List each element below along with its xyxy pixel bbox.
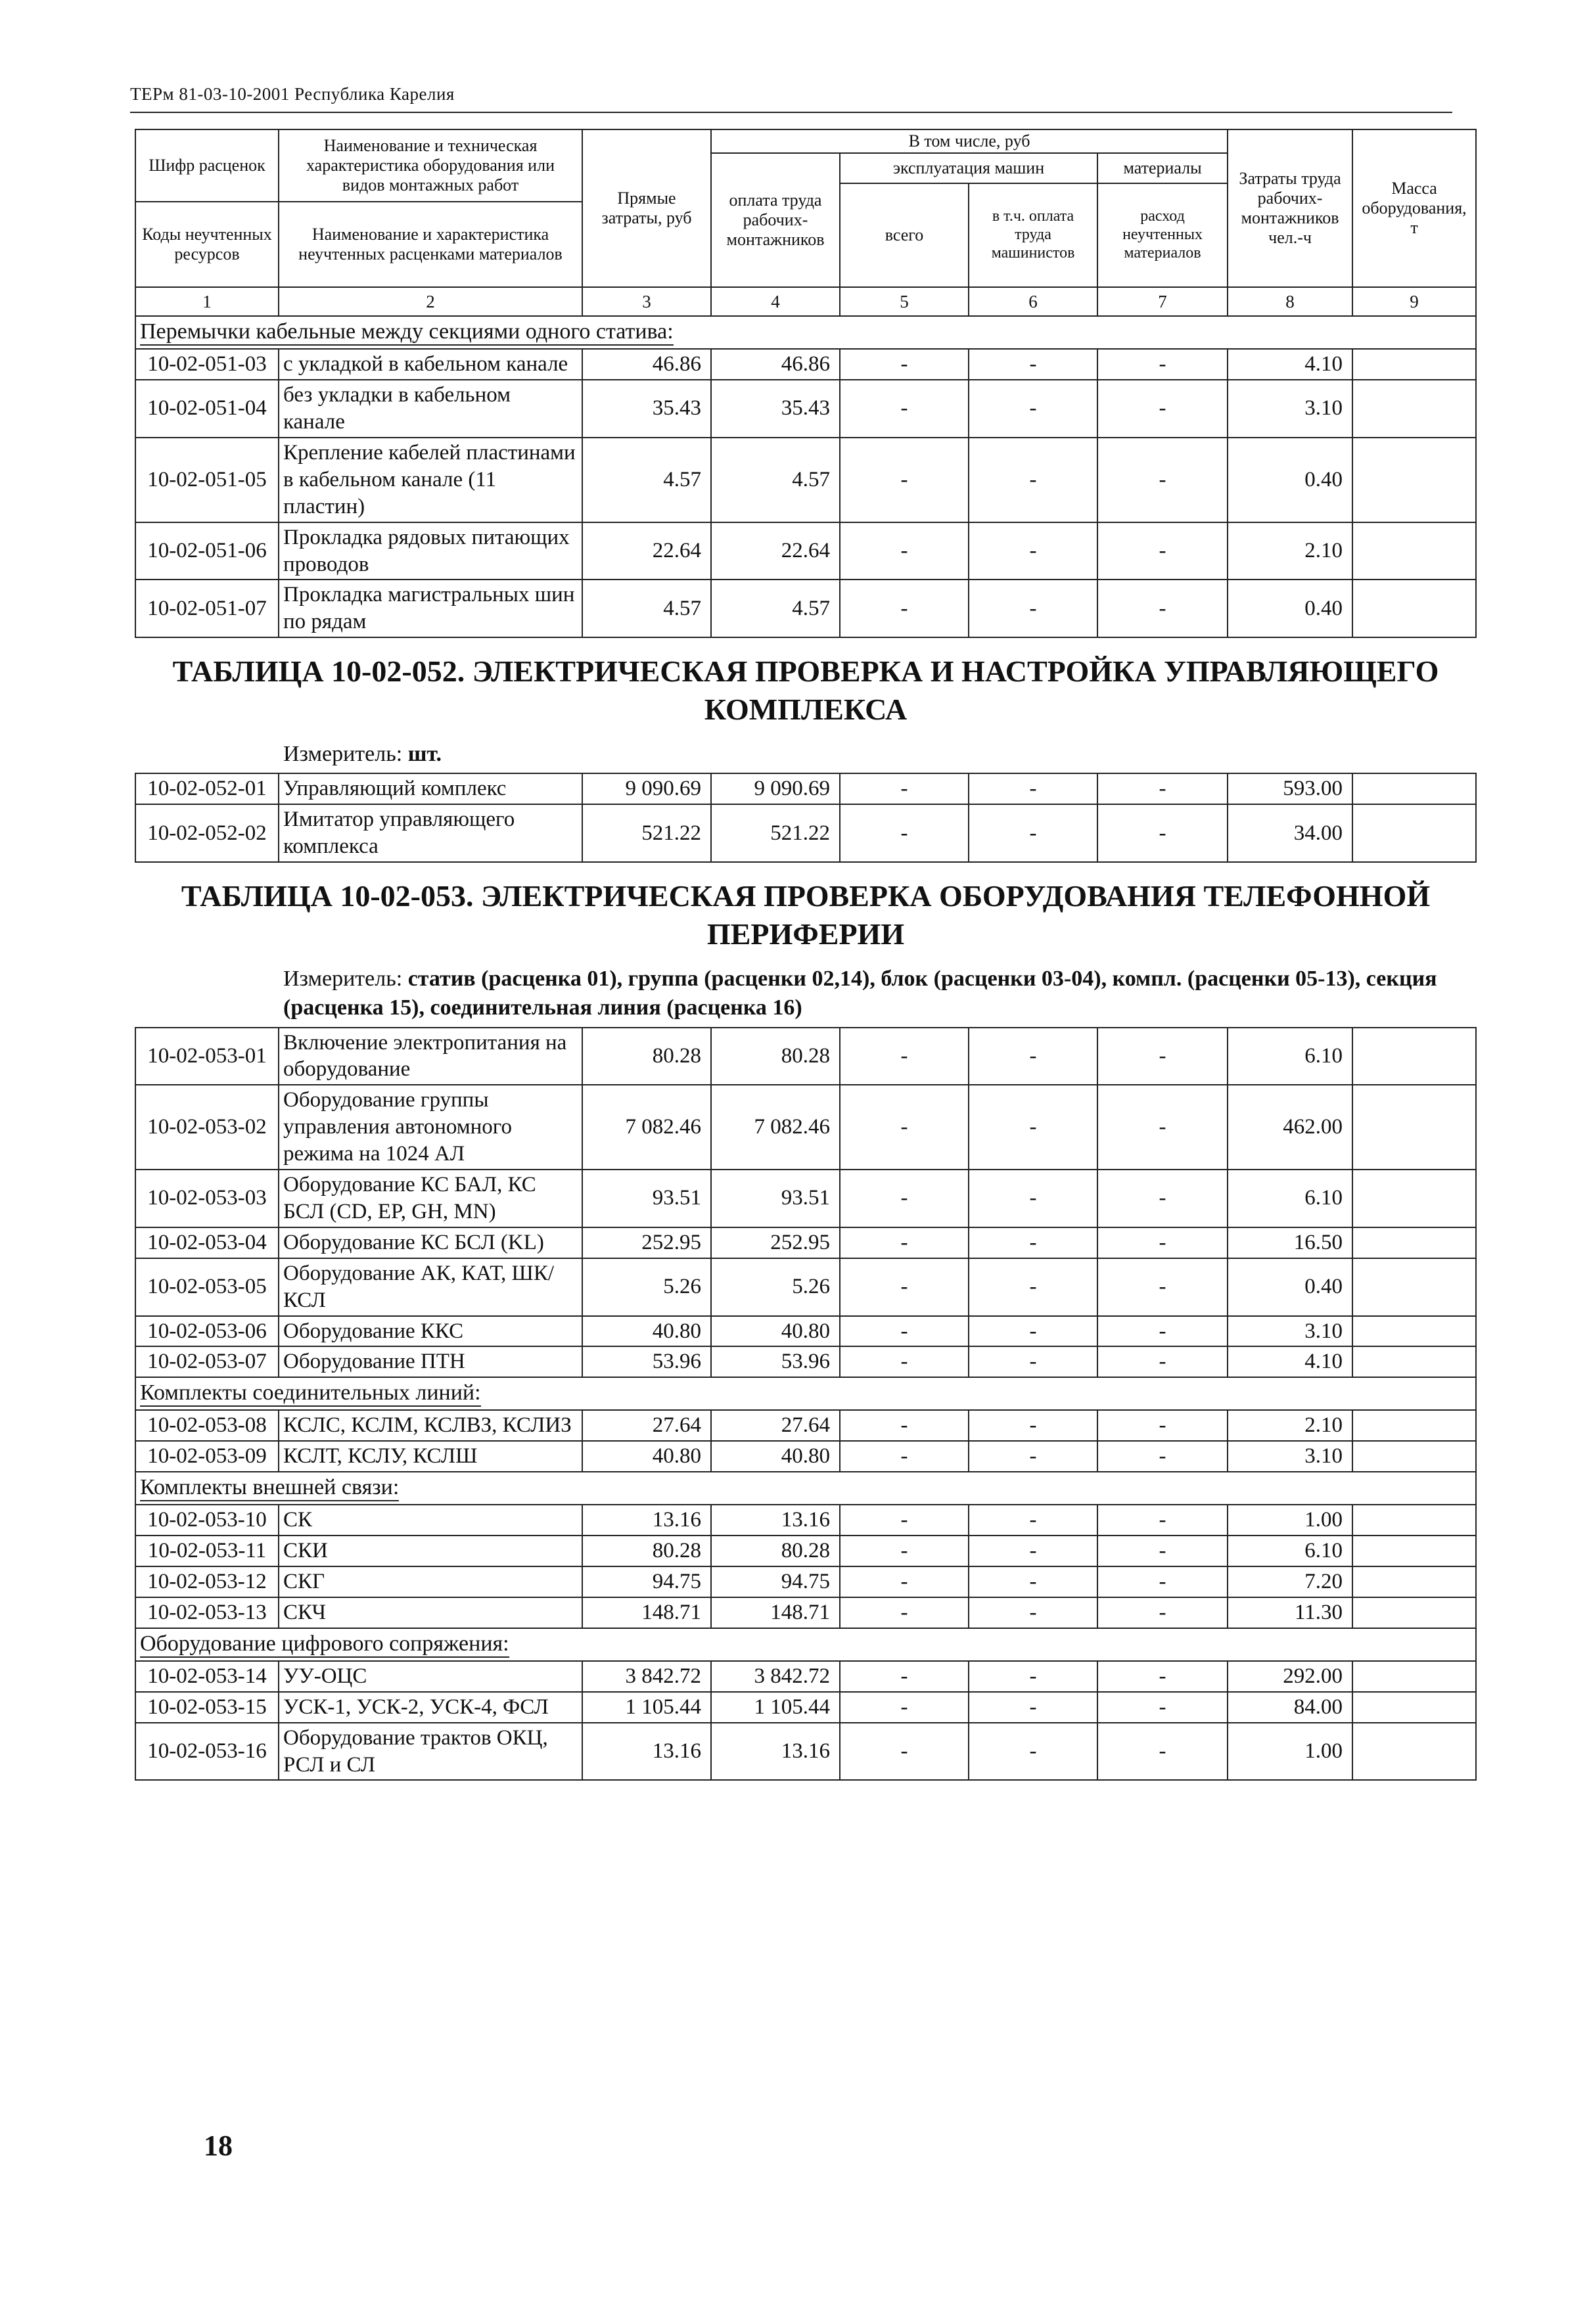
machines-wages: - [969,1566,1097,1597]
table-row [135,1441,1476,1472]
header-including: В том числе, руб [711,129,1228,153]
equipment-mass [1352,1316,1476,1347]
subsection-cell [135,1377,1476,1410]
work-name: СКГ [279,1566,582,1597]
direct-costs: 80.28 [582,1536,711,1566]
wages-cost: 7 082.46 [711,1085,840,1170]
wages-cost: 40.80 [711,1441,840,1472]
machines-total: - [840,1505,969,1536]
direct-costs: 94.75 [582,1566,711,1597]
labor-hours: 0.40 [1228,1258,1352,1316]
page-number: 18 [204,2130,233,2162]
direct-costs: 3 842.72 [582,1661,711,1692]
materials-cost: - [1097,438,1228,522]
table-row [135,1227,1476,1258]
table-row [135,804,1476,862]
materials-cost: - [1097,1258,1228,1316]
work-name: Управляющий комплекс [279,773,582,804]
materials-cost: - [1097,1566,1228,1597]
materials-cost: - [1097,1723,1228,1781]
labor-hours: 7.20 [1228,1566,1352,1597]
machines-wages: - [969,580,1097,637]
labor-hours: 2.10 [1228,1410,1352,1441]
document-header: ТЕРм 81-03-10-2001 Республика Карелия [130,84,455,104]
machines-wages: - [969,1346,1097,1377]
table-row [135,1692,1476,1723]
header-machines-total: всего [840,183,969,287]
table-row [135,773,1476,804]
table-title: ТАБЛИЦА 10-02-053. ЭЛЕКТРИЧЕСКАЯ ПРОВЕРКА ОБОРУДОВАНИЯ ТЕЛЕФОННОЙ ПЕРИФЕРИИ [181,879,1431,951]
machines-total: - [840,438,969,522]
wages-cost: 9 090.69 [711,773,840,804]
table-row [135,1536,1476,1566]
subsection-title: Перемычки кабельные между секциями одного статива: [140,319,674,346]
materials-cost: - [1097,1170,1228,1227]
machines-wages: - [969,1692,1097,1723]
rate-code: 10-02-053-09 [135,1441,279,1472]
labor-hours: 6.10 [1228,1028,1352,1085]
wages-cost: 4.57 [711,438,840,522]
rate-code: 10-02-052-01 [135,773,279,804]
rate-code: 10-02-051-07 [135,580,279,637]
labor-hours: 292.00 [1228,1661,1352,1692]
table-heading-cell [135,637,1476,773]
header-code-top: Шифр расценок [135,129,279,202]
machines-wages: - [969,1597,1097,1628]
rate-code: 10-02-053-01 [135,1028,279,1085]
labor-hours: 34.00 [1228,804,1352,862]
wages-cost: 93.51 [711,1170,840,1227]
header-code-bottom: Коды неучтенных ресурсов [135,202,279,287]
table-row [135,380,1476,438]
labor-hours: 4.10 [1228,1346,1352,1377]
materials-cost: - [1097,1597,1228,1628]
rate-code: 10-02-053-12 [135,1566,279,1597]
table-measure [142,965,1469,1022]
machines-wages: - [969,438,1097,522]
work-name: Прокладка рядовых питающих проводов [279,522,582,580]
labor-hours: 462.00 [1228,1085,1352,1170]
direct-costs: 1 105.44 [582,1692,711,1723]
labor-hours: 6.10 [1228,1536,1352,1566]
machines-wages: - [969,804,1097,862]
header-labor: Затраты труда рабочих-монтажников чел.-ч [1228,129,1352,287]
equipment-mass [1352,1441,1476,1472]
machines-wages: - [969,380,1097,438]
direct-costs: 80.28 [582,1028,711,1085]
work-name: Оборудование КС БСЛ (KL) [279,1227,582,1258]
wages-cost: 80.28 [711,1536,840,1566]
machines-total: - [840,1170,969,1227]
rate-code: 10-02-053-15 [135,1692,279,1723]
work-name: КСЛС, КСЛМ, КСЛВЗ, КСЛИЗ [279,1410,582,1441]
materials-cost: - [1097,1441,1228,1472]
machines-total: - [840,522,969,580]
direct-costs: 7 082.46 [582,1085,711,1170]
machines-total: - [840,804,969,862]
direct-costs: 5.26 [582,1258,711,1316]
equipment-mass [1352,1723,1476,1781]
labor-hours: 3.10 [1228,380,1352,438]
equipment-mass [1352,438,1476,522]
header-machines: эксплуатация машин [840,153,1097,183]
machines-total: - [840,1566,969,1597]
direct-costs: 27.64 [582,1410,711,1441]
rate-code: 10-02-053-08 [135,1410,279,1441]
work-name: СК [279,1505,582,1536]
direct-costs: 22.64 [582,522,711,580]
equipment-mass [1352,1536,1476,1566]
table-row [135,1170,1476,1227]
column-number: 2 [279,287,582,316]
header-rule [130,112,1452,113]
table-row [135,438,1476,522]
wages-cost: 3 842.72 [711,1661,840,1692]
rate-code: 10-02-051-04 [135,380,279,438]
measure-label: Измеритель: [283,967,408,991]
machines-total: - [840,1085,969,1170]
work-name: Имитатор управляющего комплекса [279,804,582,862]
wages-cost: 148.71 [711,1597,840,1628]
work-name: Оборудование трактов ОКЦ, РСЛ и СЛ [279,1723,582,1781]
table-title: ТАБЛИЦА 10-02-052. ЭЛЕКТРИЧЕСКАЯ ПРОВЕРКА И НАСТРОЙКА УПРАВЛЯЮЩЕГО КОМПЛЕКСА [172,654,1439,726]
rate-code: 10-02-051-03 [135,349,279,380]
rate-code: 10-02-053-11 [135,1536,279,1566]
wages-cost: 27.64 [711,1410,840,1441]
machines-total: - [840,1597,969,1628]
subsection-row [135,316,1476,349]
wages-cost: 5.26 [711,1258,840,1316]
header-direct-costs: Прямые затраты, руб [582,129,711,287]
materials-cost: - [1097,580,1228,637]
direct-costs: 252.95 [582,1227,711,1258]
materials-cost: - [1097,380,1228,438]
equipment-mass [1352,1566,1476,1597]
machines-wages: - [969,1536,1097,1566]
subsection-title: Оборудование цифрового сопряжения: [140,1631,509,1658]
work-name: Включение электропитания на оборудование [279,1028,582,1085]
work-name: Оборудование ПТН [279,1346,582,1377]
measure-value: статив (расценка 01), группа (расценки 02,14), блок (расценки 03-04), компл. (расценки 05-13), секция (расценка 15), соединительная линия (расценка 16) [283,967,1437,1020]
labor-hours: 84.00 [1228,1692,1352,1723]
column-number: 9 [1352,287,1476,316]
equipment-mass [1352,1227,1476,1258]
wages-cost: 46.86 [711,349,840,380]
equipment-mass [1352,349,1476,380]
column-number: 5 [840,287,969,316]
machines-total: - [840,580,969,637]
work-name: СКИ [279,1536,582,1566]
machines-wages: - [969,1441,1097,1472]
equipment-mass [1352,1346,1476,1377]
table-measure [142,740,1469,769]
materials-cost: - [1097,804,1228,862]
rate-code: 10-02-051-05 [135,438,279,522]
work-name: КСЛТ, КСЛУ, КСЛШ [279,1441,582,1472]
table-row [135,1028,1476,1085]
materials-cost: - [1097,1692,1228,1723]
machines-wages: - [969,1085,1097,1170]
rate-code: 10-02-053-10 [135,1505,279,1536]
work-name: Оборудование КС БАЛ, КС БСЛ (CD, EP, GH, MN) [279,1170,582,1227]
rate-code: 10-02-053-16 [135,1723,279,1781]
work-name: Оборудование ККС [279,1316,582,1347]
subsection-row [135,1377,1476,1410]
rate-code: 10-02-053-06 [135,1316,279,1347]
machines-total: - [840,1536,969,1566]
table-heading-row [135,637,1476,773]
table-row [135,1661,1476,1692]
machines-total: - [840,1410,969,1441]
column-number: 8 [1228,287,1352,316]
table-row [135,1723,1476,1781]
machines-wages: - [969,1170,1097,1227]
work-name: Оборудование АК, КАТ, ШК/КСЛ [279,1258,582,1316]
wages-cost: 22.64 [711,522,840,580]
work-name: без укладки в кабельном канале [279,380,582,438]
labor-hours: 3.10 [1228,1441,1352,1472]
wages-cost: 53.96 [711,1346,840,1377]
rate-code: 10-02-053-07 [135,1346,279,1377]
labor-hours: 0.40 [1228,580,1352,637]
labor-hours: 4.10 [1228,349,1352,380]
materials-cost: - [1097,773,1228,804]
materials-cost: - [1097,1227,1228,1258]
subsection-cell [135,316,1476,349]
column-number: 1 [135,287,279,316]
rate-code: 10-02-053-04 [135,1227,279,1258]
rate-code: 10-02-053-03 [135,1170,279,1227]
labor-hours: 3.10 [1228,1316,1352,1347]
materials-cost: - [1097,1505,1228,1536]
labor-hours: 6.10 [1228,1170,1352,1227]
table-row [135,349,1476,380]
table-head [135,129,1476,316]
measure-label: Измеритель: [283,742,408,767]
machines-total: - [840,773,969,804]
direct-costs: 13.16 [582,1723,711,1781]
direct-costs: 4.57 [582,438,711,522]
table-heading-cell [135,862,1476,1027]
direct-costs: 13.16 [582,1505,711,1536]
table-row [135,1085,1476,1170]
materials-cost: - [1097,1028,1228,1085]
table-row [135,1505,1476,1536]
rate-code: 10-02-053-14 [135,1661,279,1692]
materials-cost: - [1097,1536,1228,1566]
table-row [135,1346,1476,1377]
rate-code: 10-02-053-02 [135,1085,279,1170]
table-row [135,580,1476,637]
machines-wages: - [969,522,1097,580]
materials-cost: - [1097,1346,1228,1377]
materials-cost: - [1097,1316,1228,1347]
machines-total: - [840,1346,969,1377]
machines-total: - [840,1441,969,1472]
machines-wages: - [969,1316,1097,1347]
machines-total: - [840,1661,969,1692]
equipment-mass [1352,580,1476,637]
equipment-mass [1352,804,1476,862]
work-name: с укладкой в кабельном канале [279,349,582,380]
equipment-mass [1352,1085,1476,1170]
subsection-title: Комплекты внешней связи: [140,1475,399,1501]
header-materials: материалы [1097,153,1228,183]
direct-costs: 9 090.69 [582,773,711,804]
labor-hours: 593.00 [1228,773,1352,804]
labor-hours: 1.00 [1228,1723,1352,1781]
equipment-mass [1352,1170,1476,1227]
table-heading-row [135,862,1476,1027]
equipment-mass [1352,522,1476,580]
rates-table [135,129,1477,1781]
wages-cost: 4.57 [711,580,840,637]
direct-costs: 4.57 [582,580,711,637]
header-materials-consumption: расход неучтенных материалов [1097,183,1228,287]
column-number: 3 [582,287,711,316]
table-row [135,1566,1476,1597]
wages-cost: 13.16 [711,1505,840,1536]
materials-cost: - [1097,1661,1228,1692]
materials-cost: - [1097,522,1228,580]
table-row [135,1316,1476,1347]
table-row [135,522,1476,580]
equipment-mass [1352,1661,1476,1692]
machines-wages: - [969,1505,1097,1536]
labor-hours: 16.50 [1228,1227,1352,1258]
wages-cost: 40.80 [711,1316,840,1347]
rate-code: 10-02-053-13 [135,1597,279,1628]
column-number: 6 [969,287,1097,316]
wages-cost: 521.22 [711,804,840,862]
wages-cost: 80.28 [711,1028,840,1085]
work-name: Оборудование группы управления автономного режима на 1024 АЛ [279,1085,582,1170]
equipment-mass [1352,773,1476,804]
header-machines-wages: в т.ч. оплата труда машинистов [969,183,1097,287]
header-mass: Масса оборудования, т [1352,129,1476,287]
direct-costs: 46.86 [582,349,711,380]
direct-costs: 40.80 [582,1316,711,1347]
column-number: 4 [711,287,840,316]
machines-wages: - [969,1410,1097,1441]
labor-hours: 11.30 [1228,1597,1352,1628]
materials-cost: - [1097,1085,1228,1170]
direct-costs: 40.80 [582,1441,711,1472]
table-row [135,1410,1476,1441]
labor-hours: 2.10 [1228,522,1352,580]
materials-cost: - [1097,1410,1228,1441]
subsection-cell [135,1628,1476,1661]
direct-costs: 521.22 [582,804,711,862]
table-row [135,1597,1476,1628]
machines-wages: - [969,1723,1097,1781]
wages-cost: 94.75 [711,1566,840,1597]
machines-wages: - [969,1258,1097,1316]
equipment-mass [1352,1597,1476,1628]
machines-total: - [840,1028,969,1085]
wages-cost: 35.43 [711,380,840,438]
machines-total: - [840,1316,969,1347]
equipment-mass [1352,1505,1476,1536]
work-name: СКЧ [279,1597,582,1628]
direct-costs: 148.71 [582,1597,711,1628]
direct-costs: 35.43 [582,380,711,438]
subsection-row [135,1472,1476,1505]
equipment-mass [1352,1028,1476,1085]
machines-total: - [840,1227,969,1258]
equipment-mass [1352,1692,1476,1723]
materials-cost: - [1097,349,1228,380]
labor-hours: 0.40 [1228,438,1352,522]
machines-total: - [840,349,969,380]
rate-code: 10-02-053-05 [135,1258,279,1316]
measure-value: шт. [407,742,442,767]
direct-costs: 53.96 [582,1346,711,1377]
equipment-mass [1352,380,1476,438]
work-name: УСК-1, УСК-2, УСК-4, ФСЛ [279,1692,582,1723]
work-name: УУ-ОЦС [279,1661,582,1692]
machines-wages: - [969,1227,1097,1258]
work-name: Крепление кабелей пластинами в кабельном канале (11 пластин) [279,438,582,522]
direct-costs: 93.51 [582,1170,711,1227]
wages-cost: 1 105.44 [711,1692,840,1723]
machines-wages: - [969,1661,1097,1692]
header-name-bottom: Наименование и характеристика неучтенных расценками материалов [279,202,582,287]
machines-wages: - [969,349,1097,380]
rate-code: 10-02-052-02 [135,804,279,862]
header-wages: оплата труда рабочих-монтажников [711,153,840,287]
equipment-mass [1352,1258,1476,1316]
machines-wages: - [969,773,1097,804]
column-number: 7 [1097,287,1228,316]
machines-total: - [840,1692,969,1723]
table-row [135,1258,1476,1316]
header-name-top: Наименование и техническая характеристика оборудования или видов монтажных работ [279,129,582,202]
subsection-title: Комплекты соединительных линий: [140,1380,481,1407]
column-number-row [135,287,1476,316]
labor-hours: 1.00 [1228,1505,1352,1536]
table-body [135,316,1476,1780]
equipment-mass [1352,1410,1476,1441]
machines-wages: - [969,1028,1097,1085]
work-name: Прокладка магистральных шин по рядам [279,580,582,637]
machines-total: - [840,1258,969,1316]
machines-total: - [840,380,969,438]
wages-cost: 13.16 [711,1723,840,1781]
wages-cost: 252.95 [711,1227,840,1258]
machines-total: - [840,1723,969,1781]
rate-code: 10-02-051-06 [135,522,279,580]
subsection-cell [135,1472,1476,1505]
subsection-row [135,1628,1476,1661]
